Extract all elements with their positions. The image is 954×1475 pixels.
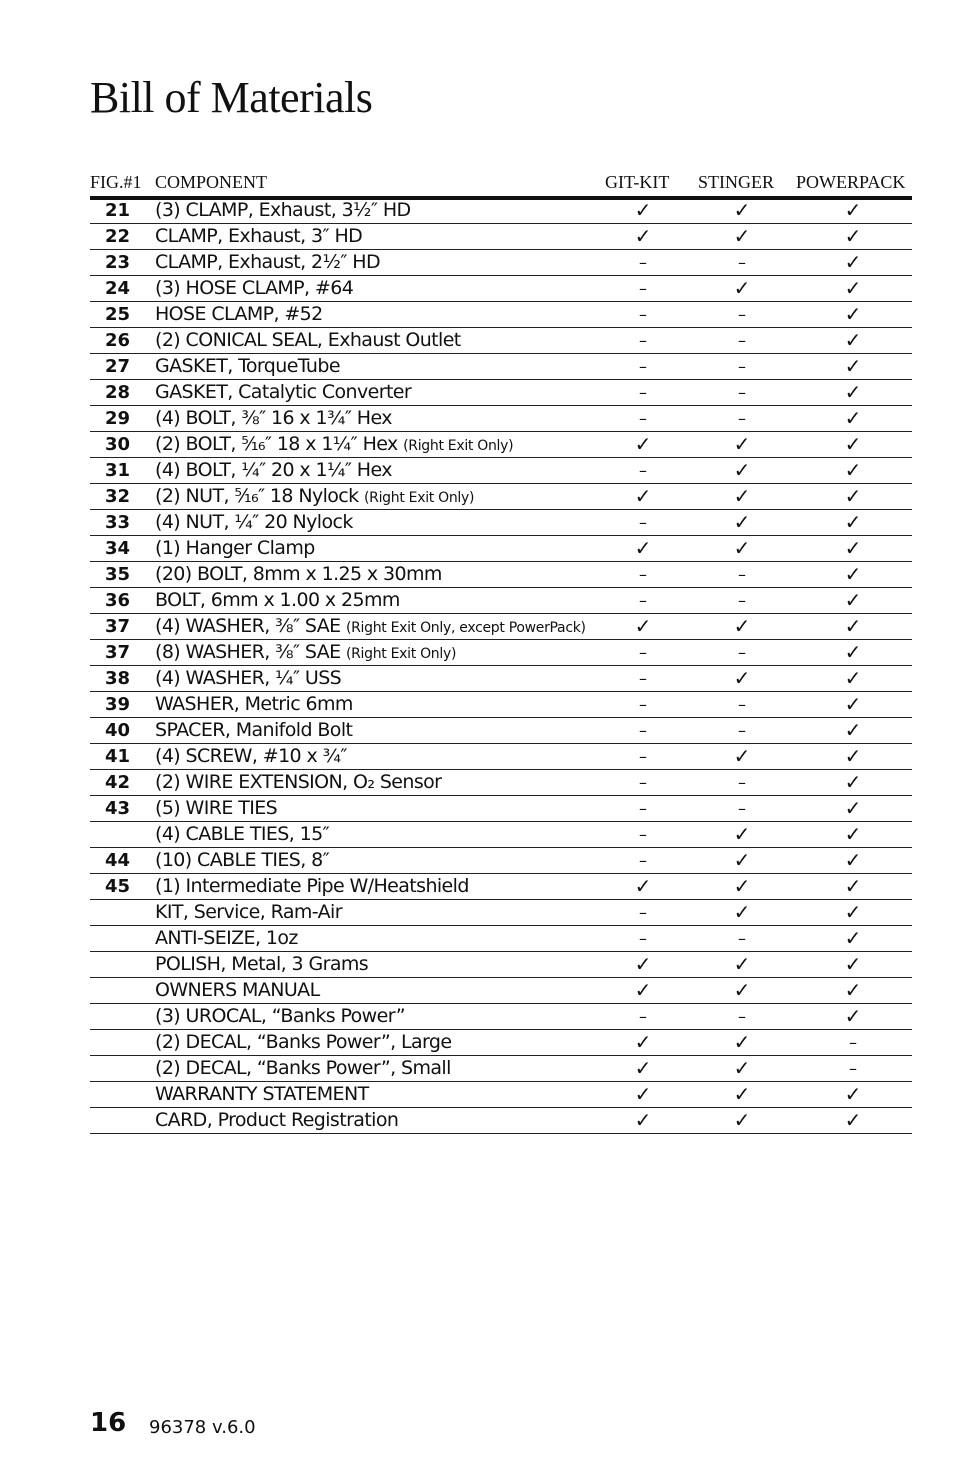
component-name: (4) BOLT, ¼″ 20 x 1¼″ Hex	[155, 459, 392, 481]
powerpack-mark: ✓	[844, 640, 862, 664]
stinger-mark: ✓	[733, 1108, 751, 1132]
git-kit-mark: –	[639, 409, 647, 428]
component-cell	[155, 562, 442, 587]
table-header	[90, 172, 912, 196]
powerpack-mark: ✓	[844, 848, 862, 872]
component-cell	[155, 432, 513, 459]
git-kit-mark: ✓	[634, 432, 652, 456]
stinger-mark: ✓	[733, 848, 751, 872]
column-header-component: COMPONENT	[155, 172, 268, 192]
table-row	[90, 666, 912, 692]
stinger-mark: ✓	[733, 978, 751, 1002]
table-row	[90, 1108, 912, 1134]
component-name: ANTI-SEIZE, 1oz	[155, 927, 298, 949]
column-header-git-kit: GIT-KIT	[605, 172, 670, 192]
component-name: CLAMP, Exhaust, 2½″ HD	[155, 251, 380, 273]
component-cell	[155, 796, 277, 821]
fig-number: 45	[104, 876, 130, 897]
stinger-mark: ✓	[733, 1056, 751, 1080]
component-name: (2) DECAL, “Banks Power”, Large	[155, 1031, 452, 1053]
fig-number: 37	[104, 616, 130, 637]
fig-number: 23	[104, 252, 130, 273]
powerpack-mark: ✓	[844, 276, 862, 300]
column-header-stinger: STINGER	[698, 172, 774, 192]
page-number: 16	[90, 1408, 127, 1438]
component-cell	[155, 536, 315, 561]
component-cell	[155, 614, 586, 641]
component-name: (4) WASHER, ¼″ USS	[155, 667, 342, 689]
component-cell	[155, 1108, 398, 1133]
fig-number: 22	[104, 226, 130, 247]
component-name: KIT, Service, Ram-Air	[155, 901, 342, 923]
column-header-fig: FIG.#1	[90, 172, 142, 192]
powerpack-mark: ✓	[844, 614, 862, 638]
component-cell	[155, 1030, 451, 1055]
component-name: (2) BOLT, ⁵⁄₁₆″ 18 x 1¼″ Hex	[155, 433, 398, 455]
powerpack-mark: ✓	[844, 458, 862, 482]
fig-number: 30	[104, 434, 130, 455]
stinger-mark: –	[738, 773, 746, 792]
table-row	[90, 458, 912, 484]
component-cell	[155, 744, 347, 769]
component-name: (4) CABLE TIES, 15″	[155, 823, 330, 845]
git-kit-mark: –	[639, 799, 647, 818]
component-cell	[155, 926, 298, 951]
table-row	[90, 588, 912, 614]
stinger-mark: ✓	[733, 536, 751, 560]
powerpack-mark: ✓	[844, 562, 862, 586]
table-row	[90, 354, 912, 380]
powerpack-mark: ✓	[844, 198, 862, 222]
git-kit-mark: –	[639, 721, 647, 740]
powerpack-mark: ✓	[844, 770, 862, 794]
fig-number: 32	[104, 486, 130, 507]
table-row	[90, 380, 912, 406]
powerpack-mark: ✓	[844, 952, 862, 976]
fig-number: 35	[104, 564, 130, 585]
component-cell	[155, 822, 329, 847]
stinger-mark: ✓	[733, 458, 751, 482]
stinger-mark: –	[738, 409, 746, 428]
stinger-mark: –	[738, 565, 746, 584]
stinger-mark: –	[738, 591, 746, 610]
git-kit-mark: –	[639, 695, 647, 714]
component-cell	[155, 354, 340, 379]
git-kit-mark: –	[639, 331, 647, 350]
component-name: CLAMP, Exhaust, 3″ HD	[155, 225, 363, 247]
bill-of-materials-table	[90, 198, 912, 1134]
git-kit-mark: ✓	[634, 614, 652, 638]
powerpack-mark: ✓	[844, 666, 862, 690]
stinger-mark: –	[738, 383, 746, 402]
powerpack-mark: ✓	[844, 796, 862, 820]
component-name: (4) BOLT, ⅜″ 16 x 1¾″ Hex	[155, 407, 392, 429]
fig-number: 36	[104, 590, 130, 611]
git-kit-mark: –	[639, 929, 647, 948]
fig-number: 31	[104, 460, 130, 481]
powerpack-mark: ✓	[844, 926, 862, 950]
component-name: GASKET, Catalytic Converter	[155, 381, 412, 403]
component-cell	[155, 1056, 451, 1081]
git-kit-mark: –	[639, 279, 647, 298]
component-name: (1) Hanger Clamp	[155, 537, 315, 559]
component-name: (8) WASHER, ⅜″ SAE	[155, 641, 341, 663]
git-kit-mark: –	[639, 669, 647, 688]
powerpack-mark: ✓	[844, 432, 862, 456]
component-cell	[155, 692, 353, 717]
powerpack-mark: ✓	[844, 822, 862, 846]
git-kit-mark: ✓	[634, 198, 652, 222]
stinger-mark: ✓	[733, 198, 751, 222]
component-name: (3) CLAMP, Exhaust, 3½″ HD	[155, 199, 411, 221]
powerpack-mark: –	[849, 1059, 857, 1078]
stinger-mark: –	[738, 695, 746, 714]
component-name: (2) WIRE EXTENSION, O₂ Sensor	[155, 771, 442, 793]
fig-number: 26	[104, 330, 130, 351]
stinger-mark: ✓	[733, 484, 751, 508]
git-kit-mark: ✓	[634, 1108, 652, 1132]
stinger-mark: ✓	[733, 744, 751, 768]
table-row	[90, 276, 912, 302]
component-cell	[155, 510, 353, 535]
git-kit-mark: –	[639, 851, 647, 870]
component-cell	[155, 380, 411, 405]
component-cell	[155, 770, 441, 795]
table-row	[90, 1056, 912, 1082]
table-row	[90, 770, 912, 796]
fig-number: 41	[104, 746, 130, 767]
powerpack-mark: ✓	[844, 302, 862, 326]
powerpack-mark: ✓	[844, 536, 862, 560]
stinger-mark: ✓	[733, 666, 751, 690]
fig-number: 39	[104, 694, 130, 715]
powerpack-mark: ✓	[844, 692, 862, 716]
table-row	[90, 328, 912, 354]
fig-number: 28	[104, 382, 130, 403]
powerpack-mark: –	[849, 1033, 857, 1052]
component-name: (2) DECAL, “Banks Power”, Small	[155, 1057, 451, 1079]
component-name: (4) SCREW, #10 x ¾″	[155, 745, 347, 767]
component-cell	[155, 250, 380, 275]
git-kit-mark: –	[639, 513, 647, 532]
stinger-mark: ✓	[733, 224, 751, 248]
stinger-mark: ✓	[733, 822, 751, 846]
component-cell	[155, 1082, 369, 1107]
table-row	[90, 1004, 912, 1030]
component-cell	[155, 718, 352, 743]
stinger-mark: ✓	[733, 900, 751, 924]
component-name: GASKET, TorqueTube	[155, 355, 340, 377]
stinger-mark: –	[738, 799, 746, 818]
component-cell	[155, 484, 474, 511]
git-kit-mark: ✓	[634, 978, 652, 1002]
stinger-mark: ✓	[733, 1030, 751, 1054]
fig-number: 24	[104, 278, 130, 299]
table-row	[90, 1082, 912, 1108]
git-kit-mark: –	[639, 253, 647, 272]
stinger-mark: –	[738, 929, 746, 948]
powerpack-mark: ✓	[844, 224, 862, 248]
component-name: (2) CONICAL SEAL, Exhaust Outlet	[155, 329, 461, 351]
component-cell	[155, 198, 411, 223]
stinger-mark: ✓	[733, 510, 751, 534]
component-name: (2) NUT, ⁵⁄₁₆″ 18 Nylock	[155, 485, 359, 507]
table-row	[90, 406, 912, 432]
table-row	[90, 874, 912, 900]
git-kit-mark: ✓	[634, 874, 652, 898]
stinger-mark: ✓	[733, 276, 751, 300]
table-row	[90, 484, 912, 510]
git-kit-mark: –	[639, 305, 647, 324]
component-name: (3) HOSE CLAMP, #64	[155, 277, 354, 299]
table-row	[90, 562, 912, 588]
fig-number: 25	[104, 304, 130, 325]
powerpack-mark: ✓	[844, 744, 862, 768]
document-version: 96378 v.6.0	[149, 1417, 256, 1438]
git-kit-mark: –	[639, 747, 647, 766]
table-row	[90, 510, 912, 536]
git-kit-mark: –	[639, 357, 647, 376]
column-header-powerpack: POWERPACK	[796, 172, 906, 192]
component-cell	[155, 224, 362, 249]
fig-number: 43	[104, 798, 130, 819]
component-note: (Right Exit Only)	[345, 646, 457, 662]
fig-number: 40	[104, 720, 130, 741]
stinger-mark: ✓	[733, 432, 751, 456]
table-row	[90, 822, 912, 848]
stinger-mark: ✓	[733, 952, 751, 976]
table-row	[90, 978, 912, 1004]
component-name: WARRANTY STATEMENT	[155, 1083, 369, 1105]
component-cell	[155, 302, 323, 327]
table-row	[90, 614, 912, 640]
table-row	[90, 1030, 912, 1056]
table-row	[90, 432, 912, 458]
powerpack-mark: ✓	[844, 406, 862, 430]
stinger-mark: –	[738, 331, 746, 350]
stinger-mark: –	[738, 1007, 746, 1026]
fig-number: 44	[104, 850, 130, 871]
component-name: WASHER, Metric 6mm	[155, 693, 353, 715]
fig-number: 33	[104, 512, 130, 533]
table-row	[90, 900, 912, 926]
component-note: (Right Exit Only)	[403, 438, 514, 454]
stinger-mark: –	[738, 643, 746, 662]
powerpack-mark: ✓	[844, 510, 862, 534]
git-kit-mark: ✓	[634, 1030, 652, 1054]
stinger-mark: ✓	[733, 614, 751, 638]
component-cell	[155, 978, 320, 1003]
powerpack-mark: ✓	[844, 900, 862, 924]
component-cell	[155, 666, 341, 691]
component-note: (Right Exit Only)	[364, 490, 475, 506]
fig-number: 42	[104, 772, 130, 793]
git-kit-mark: ✓	[634, 952, 652, 976]
powerpack-mark: ✓	[844, 874, 862, 898]
component-name: POLISH, Metal, 3 Grams	[155, 953, 369, 975]
git-kit-mark: –	[639, 591, 647, 610]
table-row	[90, 198, 912, 224]
component-name: BOLT, 6mm x 1.00 x 25mm	[155, 589, 400, 611]
stinger-mark: ✓	[733, 874, 751, 898]
git-kit-mark: ✓	[634, 1082, 652, 1106]
component-name: (3) UROCAL, “Banks Power”	[155, 1005, 405, 1027]
powerpack-mark: ✓	[844, 328, 862, 352]
fig-number: 27	[104, 356, 130, 377]
powerpack-mark: ✓	[844, 1004, 862, 1028]
component-name: OWNERS MANUAL	[155, 979, 320, 1001]
stinger-mark: ✓	[733, 1082, 751, 1106]
git-kit-mark: ✓	[634, 484, 652, 508]
table-row	[90, 224, 912, 250]
table-row	[90, 796, 912, 822]
stinger-mark: –	[738, 721, 746, 740]
component-cell	[155, 406, 392, 431]
component-name: (5) WIRE TIES	[155, 797, 278, 819]
powerpack-mark: ✓	[844, 588, 862, 612]
git-kit-mark: ✓	[634, 536, 652, 560]
table-row	[90, 250, 912, 276]
component-name: (4) NUT, ¼″ 20 Nylock	[155, 511, 353, 533]
powerpack-mark: ✓	[844, 718, 862, 742]
stinger-mark: –	[738, 357, 746, 376]
stinger-mark: –	[738, 305, 746, 324]
component-cell	[155, 848, 329, 873]
git-kit-mark: –	[639, 383, 647, 402]
table-row	[90, 536, 912, 562]
fig-number: 34	[104, 538, 130, 559]
component-cell	[155, 458, 392, 483]
powerpack-mark: ✓	[844, 484, 862, 508]
fig-number: 29	[104, 408, 130, 429]
stinger-mark: –	[738, 253, 746, 272]
component-cell	[155, 328, 461, 353]
component-name: (10) CABLE TIES, 8″	[155, 849, 330, 871]
component-cell	[155, 276, 353, 301]
fig-number: 37	[104, 642, 130, 663]
git-kit-mark: –	[639, 1007, 647, 1026]
git-kit-mark: –	[639, 773, 647, 792]
page-title: Bill of Materials	[90, 73, 373, 122]
component-name: HOSE CLAMP, #52	[155, 303, 323, 325]
git-kit-mark: ✓	[634, 224, 652, 248]
fig-number: 38	[104, 668, 130, 689]
component-name: (20) BOLT, 8mm x 1.25 x 30mm	[155, 563, 442, 585]
table-row	[90, 848, 912, 874]
component-cell	[155, 900, 342, 925]
table-row	[90, 302, 912, 328]
fig-number: 21	[104, 200, 130, 221]
component-name: (4) WASHER, ⅜″ SAE	[155, 615, 341, 637]
component-name: (1) Intermediate Pipe W/Heatshield	[155, 875, 469, 897]
powerpack-mark: ✓	[844, 1082, 862, 1106]
component-cell	[155, 952, 368, 977]
component-cell	[155, 1004, 405, 1029]
powerpack-mark: ✓	[844, 354, 862, 378]
powerpack-mark: ✓	[844, 380, 862, 404]
git-kit-mark: –	[639, 461, 647, 480]
component-note: (Right Exit Only, except PowerPack)	[345, 620, 586, 636]
component-cell	[155, 874, 469, 899]
git-kit-mark: –	[639, 903, 647, 922]
powerpack-mark: ✓	[844, 978, 862, 1002]
component-cell	[155, 588, 400, 613]
table-row	[90, 640, 912, 666]
table-row	[90, 718, 912, 744]
git-kit-mark: ✓	[634, 1056, 652, 1080]
powerpack-mark: ✓	[844, 250, 862, 274]
table-row	[90, 692, 912, 718]
table-row	[90, 744, 912, 770]
table-row	[90, 952, 912, 978]
powerpack-mark: ✓	[844, 1108, 862, 1132]
component-name: CARD, Product Registration	[155, 1109, 399, 1131]
component-name: SPACER, Manifold Bolt	[155, 719, 353, 741]
git-kit-mark: –	[639, 565, 647, 584]
table-row	[90, 926, 912, 952]
git-kit-mark: –	[639, 825, 647, 844]
git-kit-mark: –	[639, 643, 647, 662]
component-cell	[155, 640, 456, 667]
